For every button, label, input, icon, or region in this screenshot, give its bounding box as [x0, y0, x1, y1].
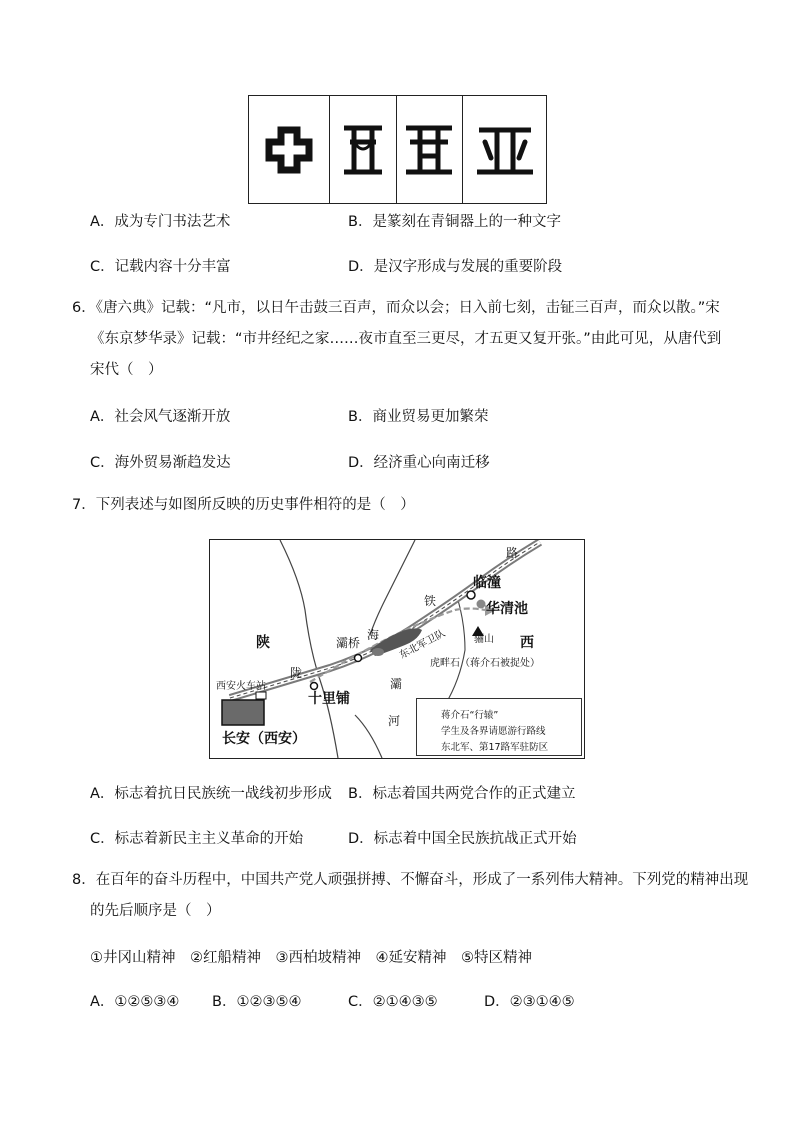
ya-modern-glyph-icon — [473, 122, 537, 178]
q8-stem-line2: 的先后顺序是（ ） — [90, 903, 221, 919]
character-cell-oracle — [249, 96, 330, 203]
q7-stem: 7．下列表述与如图所反映的历史事件相符的是（ ） — [72, 497, 415, 513]
map-label-lishan: 骊山 — [474, 634, 494, 645]
map-label-dongbeijun: 东北军卫队 — [397, 628, 448, 662]
map-label-tie: 铁 — [424, 594, 437, 608]
q5-option-c[interactable]: C．记载内容十分丰富 — [90, 259, 231, 275]
q5-option-d[interactable]: D．是汉字形成与发展的重要阶段 — [348, 259, 563, 275]
q6-option-c[interactable]: C．海外贸易渐趋发达 — [90, 455, 231, 471]
q6-stem-line3: 宋代（ ） — [90, 362, 163, 378]
q6-option-a[interactable]: A．社会风气逐渐开放 — [90, 409, 231, 425]
character-cell-clerical — [463, 96, 546, 203]
ya-bronze-glyph-icon — [338, 120, 388, 180]
character-cell-bronze — [330, 96, 397, 203]
map-label-hupanshi: 虎畔石（蒋介石被捉处） — [430, 658, 540, 669]
q8-option-c[interactable]: C．②①④③⑤ — [348, 994, 438, 1010]
map-label-changan: 长安（西安） — [222, 731, 306, 747]
map-label-he: 河 — [388, 714, 401, 728]
baqiao-marker-icon — [355, 655, 362, 662]
map-label-shilipu: 十里铺 — [308, 691, 350, 707]
road-line-lishan — [445, 600, 465, 705]
q5-option-b[interactable]: B．是篆刻在青铜器上的一种文字 — [348, 214, 561, 230]
legend-item-zone: 东北军、第17路军驻防区 — [441, 742, 549, 753]
xian-city-block — [222, 700, 264, 725]
q6-option-d[interactable]: D．经济重心向南迁移 — [348, 455, 490, 471]
q8-items: ①井冈山精神 ②红船精神 ③西柏坡精神 ④延安精神 ⑤特区精神 — [90, 950, 532, 966]
ya-seal-glyph-icon — [402, 120, 456, 180]
map-label-long: 陇 — [290, 666, 303, 680]
river-line-west — [280, 540, 338, 758]
map-label-xi: 西 — [520, 635, 534, 651]
ancient-character-table — [248, 95, 547, 204]
ya-oracle-glyph-icon — [261, 122, 317, 178]
q7-option-d[interactable]: D．标志着中国全民族抗战正式开始 — [348, 831, 577, 847]
map-label-shaan: 陕 — [256, 635, 270, 651]
map-label-baqiao: 灞桥 — [336, 636, 361, 650]
q7-option-c[interactable]: C．标志着新民主主义革命的开始 — [90, 831, 304, 847]
q8-option-a[interactable]: A．①②⑤③④ — [90, 994, 180, 1010]
character-cell-seal — [397, 96, 464, 203]
q8-option-b[interactable]: B．①②③⑤④ — [212, 994, 302, 1010]
q5-option-a[interactable]: A．成为专门书法艺术 — [90, 214, 231, 230]
headquarters-dot-icon — [477, 600, 486, 609]
q6-stem-line2: 《东京梦华录》记载：“市井经纪之家……夜市直至三更尽，才五更又复开张。”由此可见，从唐代到 — [90, 331, 722, 347]
river-line-north — [370, 540, 415, 635]
map-label-hai: 海 — [367, 628, 380, 642]
q6-option-b[interactable]: B．商业贸易更加繁荣 — [348, 409, 489, 425]
map-legend — [416, 698, 582, 756]
q6-stem-line1: 6．《唐六典》记载：“凡市，以日午击鼓三百声，而众以会；日入前七刻，击钲三百声，而众以散。”宋 — [72, 300, 720, 316]
q7-option-a[interactable]: A．标志着抗日民族统一战线初步形成 — [90, 786, 332, 802]
xian-station-icon — [256, 692, 266, 699]
map-label-station: 西安火车站 — [216, 681, 266, 692]
lintong-marker-icon — [467, 591, 475, 599]
legend-item-route: 学生及各界请愿游行路线 — [441, 726, 546, 737]
map-label-lintong: 临潼 — [473, 575, 501, 591]
xian-incident-map — [209, 539, 585, 759]
legend-item-headquarters: 蒋介石“行辕” — [441, 710, 499, 721]
q8-stem-line1: 8．在百年的奋斗历程中，中国共产党人顽强拼搏、不懈奋斗，形成了一系列伟大精神。下列党的精神出现 — [72, 872, 749, 888]
map-label-lu: 路 — [506, 546, 519, 560]
q7-option-b[interactable]: B．标志着国共两党合作的正式建立 — [348, 786, 576, 802]
river-line-south — [355, 715, 382, 758]
map-label-huaqingchi: 华清池 — [486, 601, 528, 617]
q8-option-d[interactable]: D．②③①④⑤ — [484, 994, 575, 1010]
map-label-bahe: 灞 — [390, 677, 403, 691]
railway-band — [230, 542, 540, 698]
